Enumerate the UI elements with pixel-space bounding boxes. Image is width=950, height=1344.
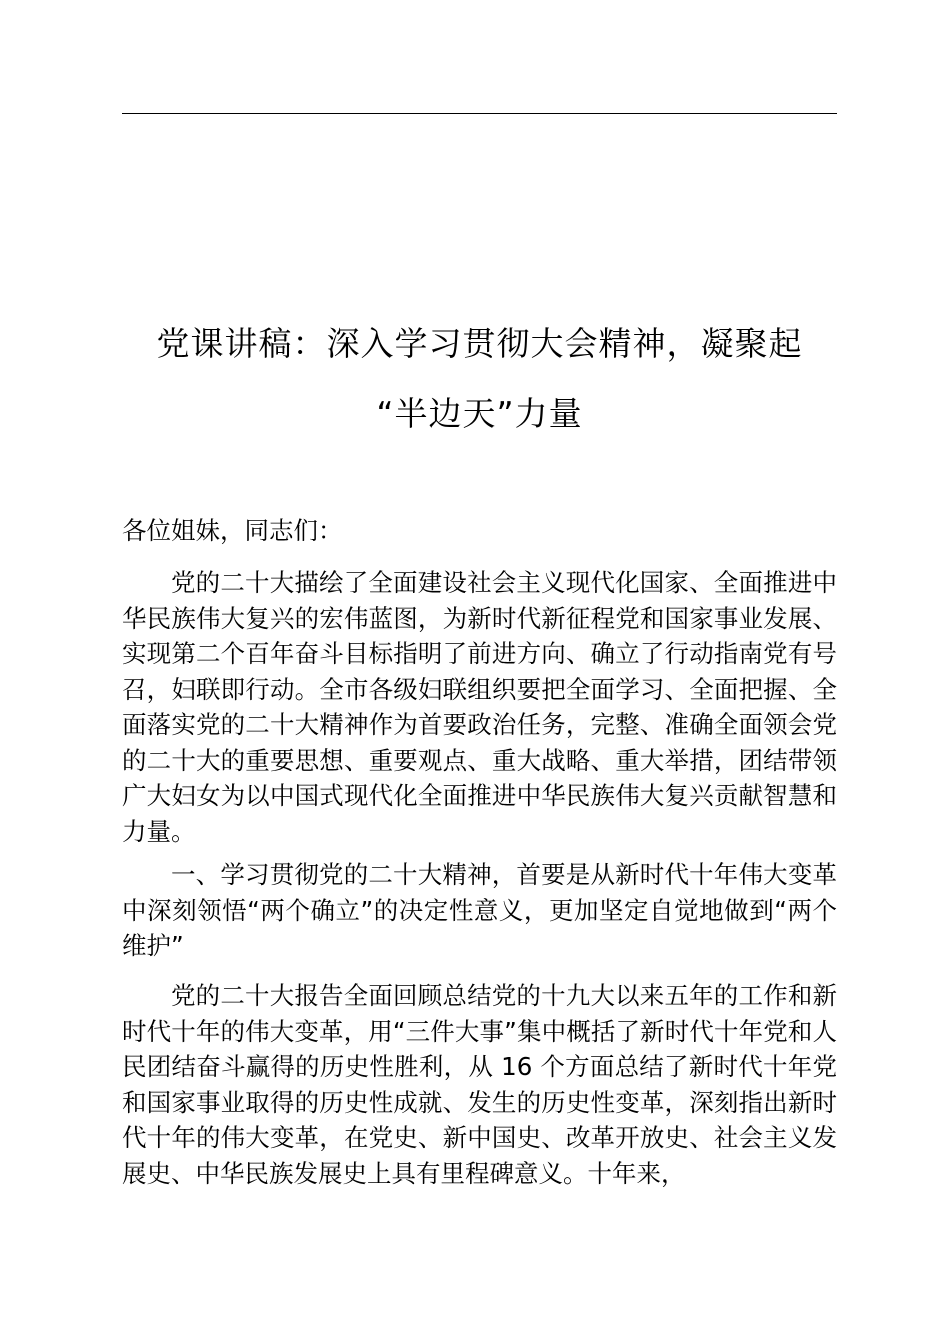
section-heading-1: 一、学习贯彻党的二十大精神，首要是从新时代十年伟大变革中深刻领悟“两个确立”的决定性意义，更加坚定自觉地做到“两个维护”	[122, 860, 837, 960]
document-title-line-2: “半边天”力量	[376, 394, 583, 433]
salutation: 各位姐妹，同志们：	[122, 516, 343, 545]
document-title-line-1: 党课讲稿：深入学习贯彻大会精神，凝聚起	[156, 324, 803, 363]
paragraph-section-1: 党的二十大报告全面回顾总结党的十九大以来五年的工作和新时代十年的伟大变革，用“三件大事”集中概括了新时代十年党和人民团结奋斗赢得的历史性胜利，从 16 个方面总结了新时代十年党和国家事业取得的历史性成就、发生的历史性变革，深刻指出新时代十年的伟大变革，在党史、新中国史、改革开放史、社会主义发展史、中华民族发展史上具有里程碑意义。十年来，	[122, 981, 837, 1188]
header-rule	[122, 113, 837, 114]
paragraph-intro: 党的二十大描绘了全面建设社会主义现代化国家、全面推进中华民族伟大复兴的宏伟蓝图，为新时代新征程党和国家事业发展、实现第二个百年奋斗目标指明了前进方向、确立了行动指南党有号召，妇联即行动。全市各级妇联组织要把全面学习、全面把握、全面落实党的二十大精神作为首要政治任务，完整、准确全面领会党的二十大的重要思想、重要观点、重大战略、重大举措，团结带领广大妇女为以中国式现代化全面推进中华民族伟大复兴贡献智慧和力量。	[122, 568, 837, 846]
